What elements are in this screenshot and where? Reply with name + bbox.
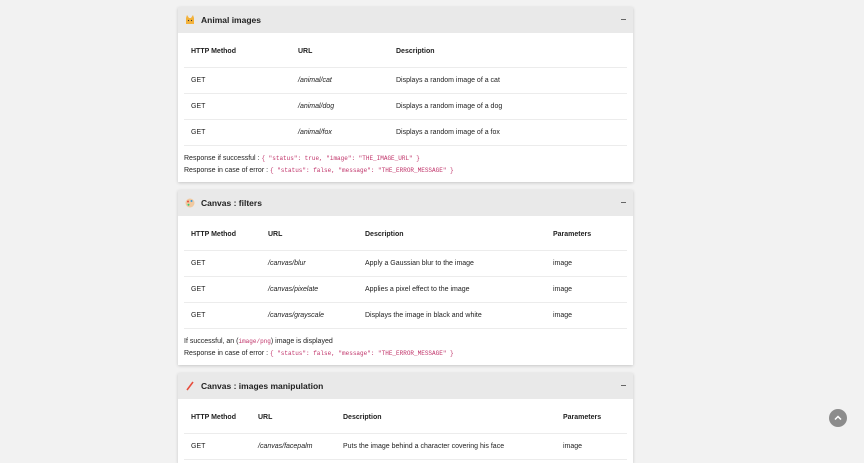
response-label: Response in case of error :	[184, 166, 269, 174]
table-header-row	[184, 218, 627, 251]
palette-icon	[185, 198, 195, 208]
table-row	[184, 68, 627, 94]
column-header: HTTP Method	[191, 230, 236, 238]
table-row	[184, 434, 627, 460]
table-row	[184, 277, 627, 303]
description-cell: Displays the image in black and white	[365, 303, 553, 329]
url-cell: /canvas/grayscale	[268, 303, 365, 329]
description-cell: Apply a Gaussian blur to the image	[365, 251, 553, 277]
column-header: HTTP Method	[191, 47, 236, 55]
table-header-row	[184, 35, 627, 68]
response-label: Response in case of error :	[184, 349, 269, 357]
response-text: ) image is displayed	[270, 338, 333, 345]
panel-title: Canvas : filters	[201, 198, 262, 208]
canvas-filters-panel	[178, 190, 633, 365]
panel-header[interactable]	[178, 7, 633, 33]
table-row	[184, 120, 627, 146]
column-header: URL	[258, 413, 273, 421]
panel-title: Animal images	[201, 15, 261, 25]
response-code: { "status": false, "message": "THE_ERROR_MESSAGE" }	[270, 349, 454, 357]
table-header-row	[184, 401, 627, 434]
method-cell: GET	[184, 434, 258, 460]
column-header: URL	[268, 230, 283, 238]
back-to-top-button[interactable]	[829, 409, 847, 427]
column-header: URL	[298, 47, 313, 55]
method-cell: GET	[184, 303, 268, 329]
method-cell: GET	[184, 277, 268, 303]
url-cell: /canvas/blur	[268, 251, 365, 277]
column-header: Parameters	[553, 230, 592, 238]
description-cell: Displays a random image of a cat	[396, 68, 627, 94]
description-cell: Displays a random image of a dog	[396, 94, 627, 120]
collapse-icon[interactable]	[621, 385, 626, 386]
url-cell: /animal/fox	[298, 120, 396, 146]
table-row	[184, 94, 627, 120]
parameter-cell: image	[553, 303, 627, 329]
parameter-cell: image	[563, 434, 627, 460]
method-cell: GET	[184, 120, 298, 146]
parameter-cell: image	[553, 251, 627, 277]
description-cell: Displays a random image of a fox	[396, 120, 627, 146]
endpoints-table	[184, 35, 627, 146]
method-cell: GET	[184, 68, 298, 94]
column-header: Description	[396, 47, 435, 55]
column-header: Description	[365, 230, 404, 238]
error-response-line	[184, 348, 454, 360]
table-row	[184, 251, 627, 277]
response-info	[184, 336, 454, 359]
response-code: { "status": false, "message": "THE_ERROR_MESSAGE" }	[270, 166, 454, 174]
method-cell: GET	[184, 251, 268, 277]
column-header: Description	[343, 413, 382, 421]
mime-type-code: image/png	[238, 338, 271, 345]
endpoints-table	[184, 218, 627, 329]
column-header: Parameters	[563, 413, 602, 421]
column-header: HTTP Method	[191, 413, 236, 421]
url-cell: /animal/cat	[298, 68, 396, 94]
panel-header[interactable]	[178, 190, 633, 216]
method-cell: GET	[184, 94, 298, 120]
error-response-line	[184, 165, 454, 177]
animal-images-panel	[178, 7, 633, 182]
panel-title: Canvas : images manipulation	[201, 381, 324, 391]
url-cell: /canvas/facepalm	[258, 434, 343, 460]
url-cell: /animal/dog	[298, 94, 396, 120]
panel-header[interactable]	[178, 373, 633, 399]
collapse-icon[interactable]	[621, 19, 626, 20]
cat-emoji-icon	[185, 15, 195, 25]
table-row	[184, 303, 627, 329]
response-text: If successful, an (	[184, 338, 239, 345]
endpoints-table	[184, 401, 627, 460]
description-cell: Puts the image behind a character covering his face	[343, 434, 563, 460]
response-label: Response if successful :	[184, 155, 260, 162]
parameter-cell: image	[553, 277, 627, 303]
url-cell: /canvas/pixelate	[268, 277, 365, 303]
description-cell: Applies a pixel effect to the image	[365, 277, 553, 303]
pen-icon	[185, 381, 195, 391]
response-code: { "status": true, "image": "THE_IMAGE_URL" }	[261, 155, 420, 162]
collapse-icon[interactable]	[621, 202, 626, 203]
success-response-line	[184, 153, 454, 165]
chevron-up-icon	[829, 409, 847, 427]
success-response-line	[184, 336, 454, 348]
response-info	[184, 153, 454, 176]
